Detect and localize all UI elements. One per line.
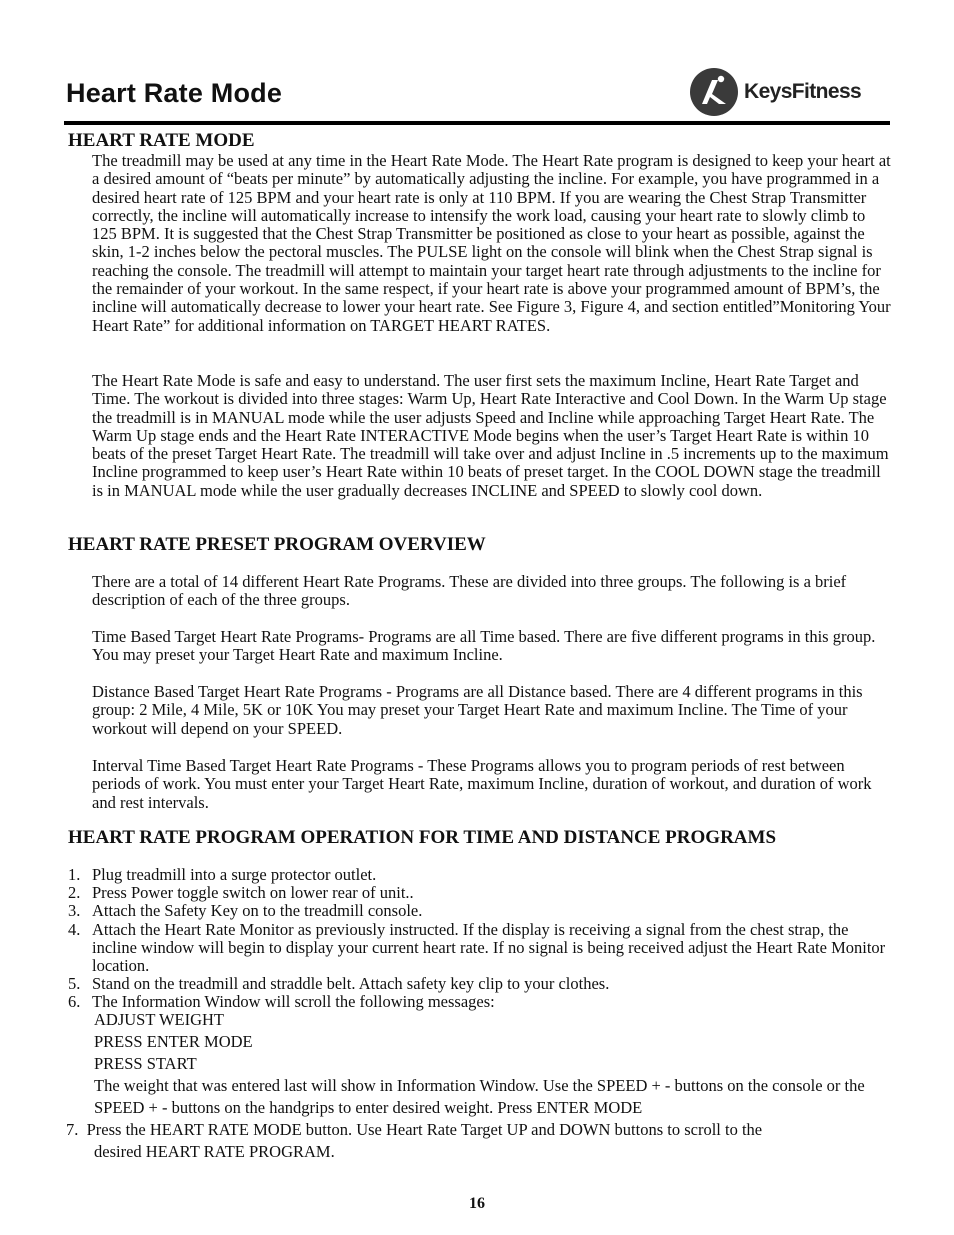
step-7-continuation: desired HEART RATE PROGRAM.: [94, 1142, 335, 1161]
weight-note: The weight that was entered last will show in Information Window. Use the SPEED + - buttons on the console or the SPEED + - buttons on the handgrips to enter desired weight. Press ENTER MODE: [94, 1076, 865, 1117]
step-text: The Information Window will scroll the following messages:: [92, 992, 495, 1012]
list-item: [68, 866, 892, 884]
step-text: Press the HEART RATE MODE button. Use Heart Rate Target UP and DOWN buttons to scroll to the: [86, 1120, 763, 1139]
step-text: Stand on the treadmill and straddle belt. Attach safety key clip to your clothes.: [92, 974, 610, 994]
step-number: 6.: [68, 992, 81, 1012]
step-text: Attach the Safety Key on to the treadmill console.: [92, 901, 423, 921]
step-text: Press Power toggle switch on lower rear of unit..: [92, 883, 414, 903]
paragraph-preset-groups: There are a total of 14 different Heart Rate Programs. These are divided into three groups. The following is a brief description of each of the three groups.: [92, 572, 847, 610]
section-heading-heart-rate-mode: HEART RATE MODE: [68, 130, 255, 151]
step-number: 5.: [68, 974, 81, 994]
logo-text: KeysFitness: [744, 80, 862, 103]
list-item: [68, 902, 892, 920]
section-heading-preset-overview: HEART RATE PRESET PROGRAM OVERVIEW: [68, 534, 486, 555]
step-7: [66, 1119, 886, 1141]
message-press-enter-mode: PRESS ENTER MODE: [94, 1032, 253, 1051]
operation-steps-list: [68, 866, 892, 1012]
list-item: [68, 884, 892, 902]
step-text: Plug treadmill into a surge protector outlet.: [92, 865, 377, 884]
paragraph-heart-rate-mode-stages: The Heart Rate Mode is safe and easy to understand. The user first sets the maximum Incline, Heart Rate Target and Time. The workout is divided into three stages: Warm Up, Heart Rate Interactive and Cool Down. In the Warm Up stage the treadmill is in MANUAL mode while the user adjusts Speed and Incline while approaching Target Heart Rate. The Warm Up stage ends and the Heart Rate INTERACTIVE Mode begins when the user’s Target Heart Rate is within 10 beats of the preset Target Heart Rate. The treadmill will take over and adjust Incline in .5 increments up to the maximum Incline programmed to keep user’s Heart Rate within 10 beats of preset target. In the COOL DOWN stage the treadmill is in MANUAL mode while the user gradually decreases INCLINE and SPEED to slowly cool down.: [92, 371, 889, 500]
page-number: 16: [469, 1195, 485, 1212]
list-item: [68, 921, 892, 976]
keysfitness-runner-icon: [688, 66, 740, 118]
section-heading-program-operation: HEART RATE PROGRAM OPERATION FOR TIME AND DISTANCE PROGRAMS: [68, 827, 777, 848]
message-press-start: PRESS START: [94, 1054, 197, 1073]
page-title: Heart Rate Mode: [66, 78, 283, 108]
paragraph-interval-programs: Interval Time Based Target Heart Rate Programs - These Programs allows you to program periods of rest between periods of work. You must enter your Target Heart Rate, maximum Incline, duration of workout, and duration of work and rest intervals.: [92, 756, 872, 812]
step-number: 3.: [68, 901, 81, 921]
step-number: 1.: [68, 865, 81, 884]
header-rule: [64, 121, 890, 125]
step-text: Attach the Heart Rate Monitor as previously instructed. If the display is receiving a signal from the chest strap, the incline window will begin to display your current heart rate. If no signal is being received adjust the Heart Rate Monitor location.: [92, 919, 886, 976]
paragraph-distance-based-programs: Distance Based Target Heart Rate Programs - Programs are all Distance based. There are 4 different programs in this group: 2 Mile, 4 Mile, 5K or 10K You may preset your Target Heart Rate and maximum Incline. The Time of your workout will depend on your SPEED.: [92, 682, 863, 738]
paragraph-time-based-programs: Time Based Target Heart Rate Programs- Programs are all Time based. There are five different programs in this group. You may preset your Target Heart Rate and maximum Incline.: [92, 627, 876, 665]
step-number: 7.: [66, 1120, 79, 1139]
step-number: 4.: [68, 919, 81, 939]
brand-logo: [688, 66, 890, 118]
step-number: 2.: [68, 883, 81, 903]
paragraph-heart-rate-mode-intro: The treadmill may be used at any time in the Heart Rate Mode. The Heart Rate program is designed to keep your heart at a desired amount of “beats per minute” by automatically adjusting the incline. For example, you have programmed in a desired heart rate of 125 BPM and your heart rate is only at 110 BPM. If you are wearing the Chest Strap Transmitter correctly, the incline will automatically increase to intensify the work load, causing your heart rate to slowly climb to 125 BPM. It is suggested that the Chest Strap Transmitter be positioned as close to your heart as possible, against the skin, 1-2 inches below the pectoral muscles. The PULSE light on the console will blink when the Chest Strap signal is reaching the console. The treadmill will attempt to maintain your target heart rate through adjustments to the incline for the remainder of your workout. In the same respect, if your heart rate is above your programmed amount of BPM’s, the incline will automatically decrease to lower your heart rate. See Figure 3, Figure 4, and section entitled”Monitoring Your Heart Rate” for additional information on TARGET HEART RATES.: [92, 151, 891, 335]
list-item: [68, 975, 892, 993]
message-adjust-weight: ADJUST WEIGHT: [94, 1010, 225, 1029]
